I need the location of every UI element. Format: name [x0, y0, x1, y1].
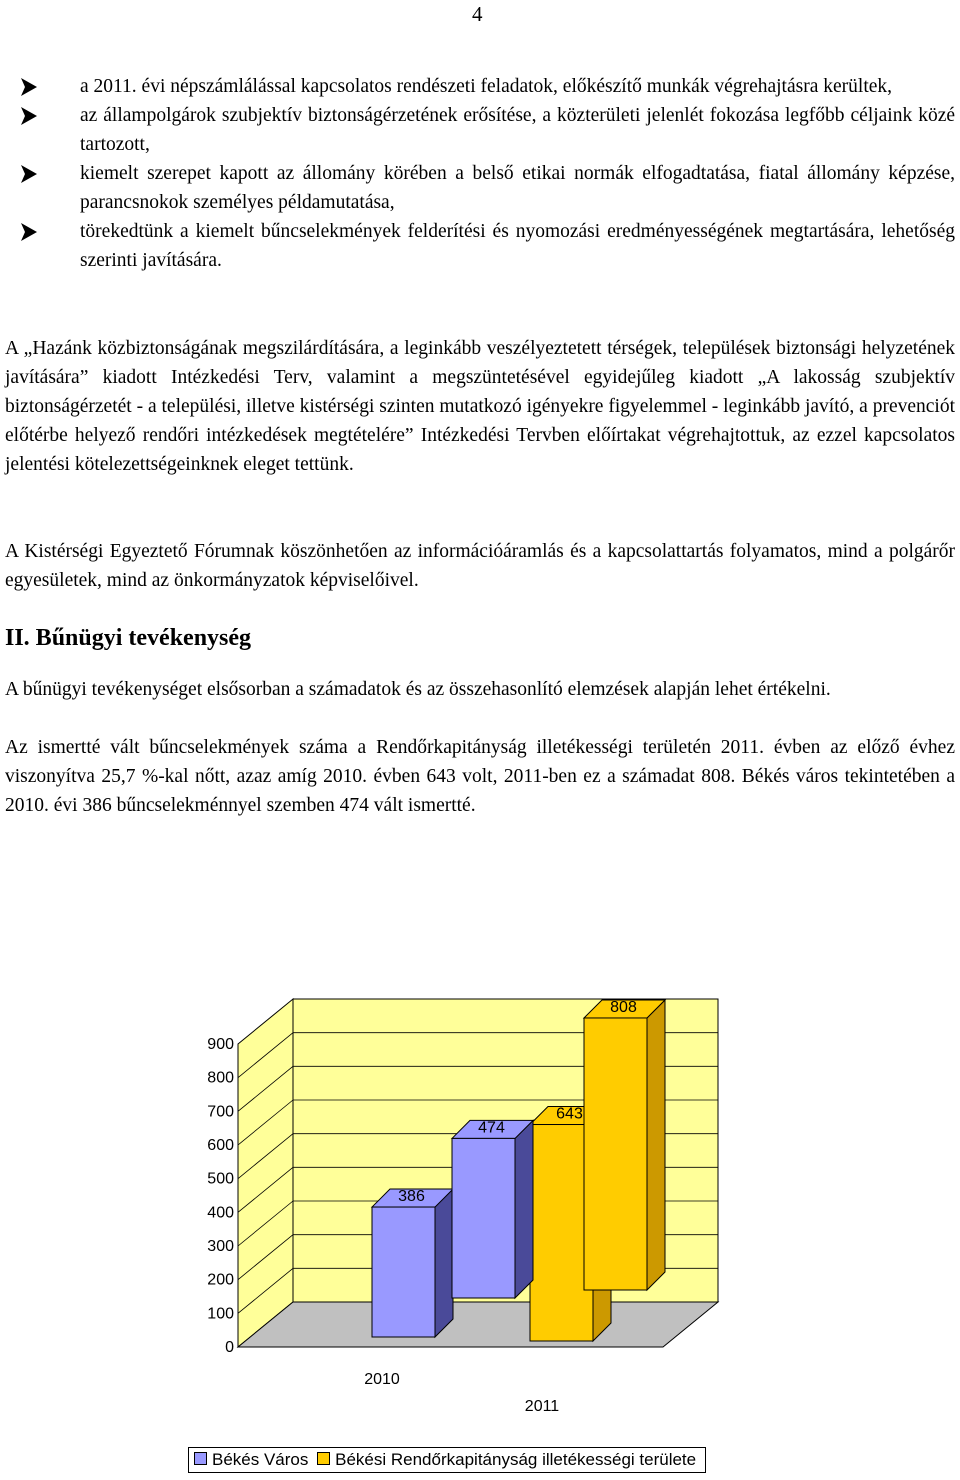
chart-side-wall [238, 999, 293, 1347]
list-item [5, 101, 955, 159]
legend-swatch [194, 1452, 207, 1465]
y-tick-label: 900 [207, 1036, 234, 1053]
bullet-text: a 2011. évi népszámlálással kapcsolatos rendészeti feladatok, előkészítő munkák végrehajtásra kerültek, [80, 76, 893, 97]
arrow-bullet-icon [19, 164, 39, 184]
bar-front [452, 1138, 515, 1298]
paragraph-forum: A Kistérségi Egyeztető Fórumnak köszönhetően az információáramlás és a kapcsolattartás folyamatos, mind a polgárőr egyesületek, mind az önkormányzatok képviselőivel. [5, 541, 955, 591]
y-tick-label: 800 [207, 1069, 234, 1087]
bullet-text: az állampolgárok szubjektív biztonságérzetének erősítése, a közterületi jelenlét fokozása legfőbb céljaink közé tartozott, [80, 105, 955, 155]
bar-front [372, 1207, 435, 1337]
y-tick-label: 0 [225, 1339, 234, 1356]
bar-series-2 [584, 1000, 665, 1290]
bar-front [584, 1018, 647, 1290]
bar-side [515, 1120, 533, 1298]
x-category-label: 2010 [364, 1371, 400, 1388]
legend-swatch [317, 1452, 330, 1465]
x-category-label: 2011 [524, 1398, 560, 1415]
arrow-bullet-icon [19, 106, 39, 126]
bar-series-1 [452, 1120, 533, 1298]
paragraph-intezkedesi-terv: A „Hazánk közbiztonságának megszilárdítására, a leginkább veszélyeztetett térségek, települések biztonsági helyzetének javítására” kiadott Intézkedési Terv, valamint a megszüntetésével egyidejűleg kiadott „A lakosság szubjektív biztonságérzetét - a települési, illetve kistérségi szinten mutatkozó igényekre figyelemmel - leginkább javító, a prevenciót előtérbe helyező rendőri intézkedések megtételére” Intézkedési Tervben előírtakat végrehajtottuk, az ezzel kapcsolatos jelentési kötelezettségeinknek eleget tettünk. [5, 338, 955, 475]
y-tick-label: 600 [207, 1137, 234, 1154]
y-tick-label: 200 [207, 1271, 234, 1289]
legend-label: Békés Város [212, 1450, 309, 1469]
paragraph-statistics: Az ismertté vált bűncselekmények száma a Rendőrkapitányság illetékességi területén 2011. évben az előző évhez viszonyítva 25,7 %-kal nőtt, azaz amíg 2010. évben 643 volt, 2011-ben ez a számadat 808. Békés város tekintetében a 2010. évi 386 bűncselekménnyel szemben 474 vált ismertté. [5, 737, 955, 816]
chart-floor [238, 1302, 718, 1347]
legend-item [194, 1450, 313, 1469]
bar-chart [0, 930, 960, 1480]
paragraph-intro: A bűnügyi tevékenységet elsősorban a számadatok és az összehasonlító elemzések alapján lehet értékelni. [5, 679, 831, 700]
bar-value-label: 386 [398, 1188, 425, 1206]
section-heading: II. Bűnügyi tevékenység [5, 625, 252, 651]
bar-side [647, 1000, 665, 1290]
bar-series-1 [372, 1189, 453, 1337]
y-tick-label: 700 [207, 1103, 234, 1121]
arrow-bullet-icon [19, 77, 39, 97]
list-item [5, 159, 955, 217]
bullet-list [5, 72, 955, 275]
page-number: 4 [472, 2, 483, 26]
legend-item [317, 1450, 696, 1469]
bar-value-label: 808 [610, 998, 637, 1016]
bar-value-label: 474 [478, 1119, 505, 1137]
y-tick-label: 100 [207, 1305, 234, 1323]
legend-label: Békési Rendőrkapitányság illetékességi területe [335, 1450, 697, 1469]
bullet-text: kiemelt szerepet kapott az állomány körében a belső etikai normák elfogadtatása, fiatal állomány képzése, parancsnokok személyes példamutatása, [80, 163, 955, 213]
list-item [5, 217, 955, 275]
chart-legend [188, 1447, 706, 1473]
y-tick-label: 400 [207, 1204, 234, 1222]
bullet-text: törekedtünk a kiemelt bűncselekmények felderítési és nyomozási eredményességének megtartására, lehetőség szerinti javítására. [80, 221, 955, 271]
bar-value-label: 643 [556, 1105, 583, 1123]
y-tick-label: 500 [207, 1170, 234, 1188]
arrow-bullet-icon [19, 222, 39, 242]
list-item [5, 72, 955, 101]
bar-side [435, 1189, 453, 1337]
y-tick-label: 300 [207, 1238, 234, 1255]
